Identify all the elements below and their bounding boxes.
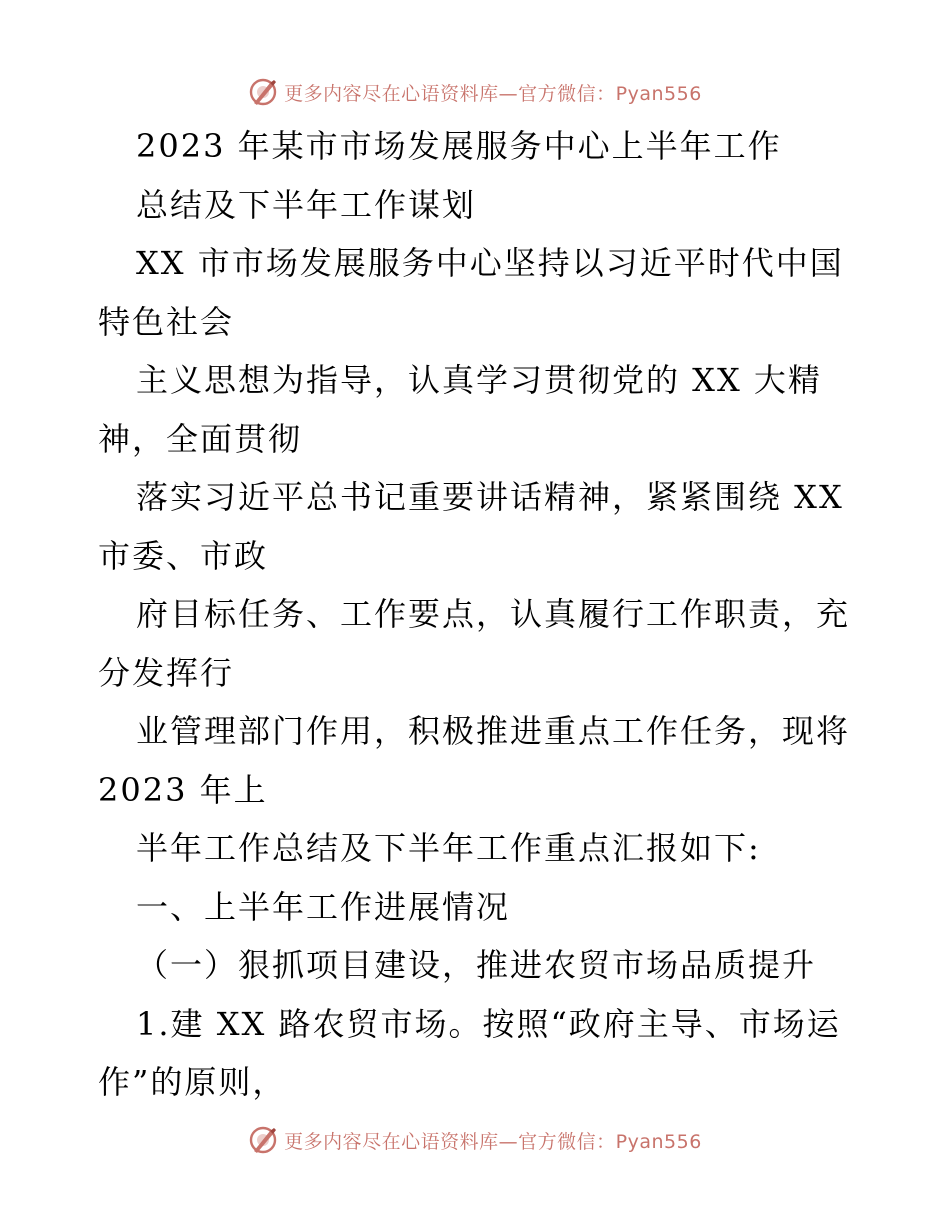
watermark-text: 更多内容尽在心语资料库—官方微信：Pyan556 <box>284 1130 702 1153</box>
text-line: （一）狠抓项目建设，推进农贸市场品质提升 <box>136 946 817 984</box>
text-line: 落实习近平总书记重要讲话精神，紧紧围绕 XX <box>136 478 844 516</box>
text-line: 分发挥行 <box>98 653 235 692</box>
text-line: XX 市市场发展服务中心坚持以习近平时代中国 <box>136 244 844 282</box>
watermark-text: 更多内容尽在心语资料库—官方微信：Pyan556 <box>284 82 702 105</box>
text-line: 半年工作总结及下半年工作重点汇报如下: <box>136 829 761 867</box>
text-line: 市委、市政 <box>98 536 269 575</box>
text-line: 一、上半年工作进展情况 <box>136 887 511 926</box>
text-line: 特色社会 <box>98 302 235 341</box>
text-line: 1.建 XX 路农贸市场。按照“政府主导、市场运 <box>136 1004 841 1043</box>
text-line: 作”的原则， <box>98 1063 287 1101</box>
pen-logo-icon <box>248 77 278 107</box>
text-line: 业管理部门作用，积极推进重点工作任务，现将 <box>136 712 851 750</box>
text-line: 主义思想为指导，认真学习贯彻党的 XX 大精 <box>136 361 822 399</box>
text-line: 神，全面贯彻 <box>98 419 303 458</box>
header-watermark <box>0 72 950 112</box>
text-line: 总结及下半年工作谋划 <box>136 185 477 224</box>
text-line: 府目标任务、工作要点，认真履行工作职责，充 <box>136 595 851 633</box>
text-line: 2023 年上 <box>98 770 268 809</box>
footer-watermark <box>0 1120 950 1160</box>
text-line: 2023 年某市市场发展服务中心上半年工作 <box>136 127 782 165</box>
pen-logo-icon <box>248 1125 278 1155</box>
